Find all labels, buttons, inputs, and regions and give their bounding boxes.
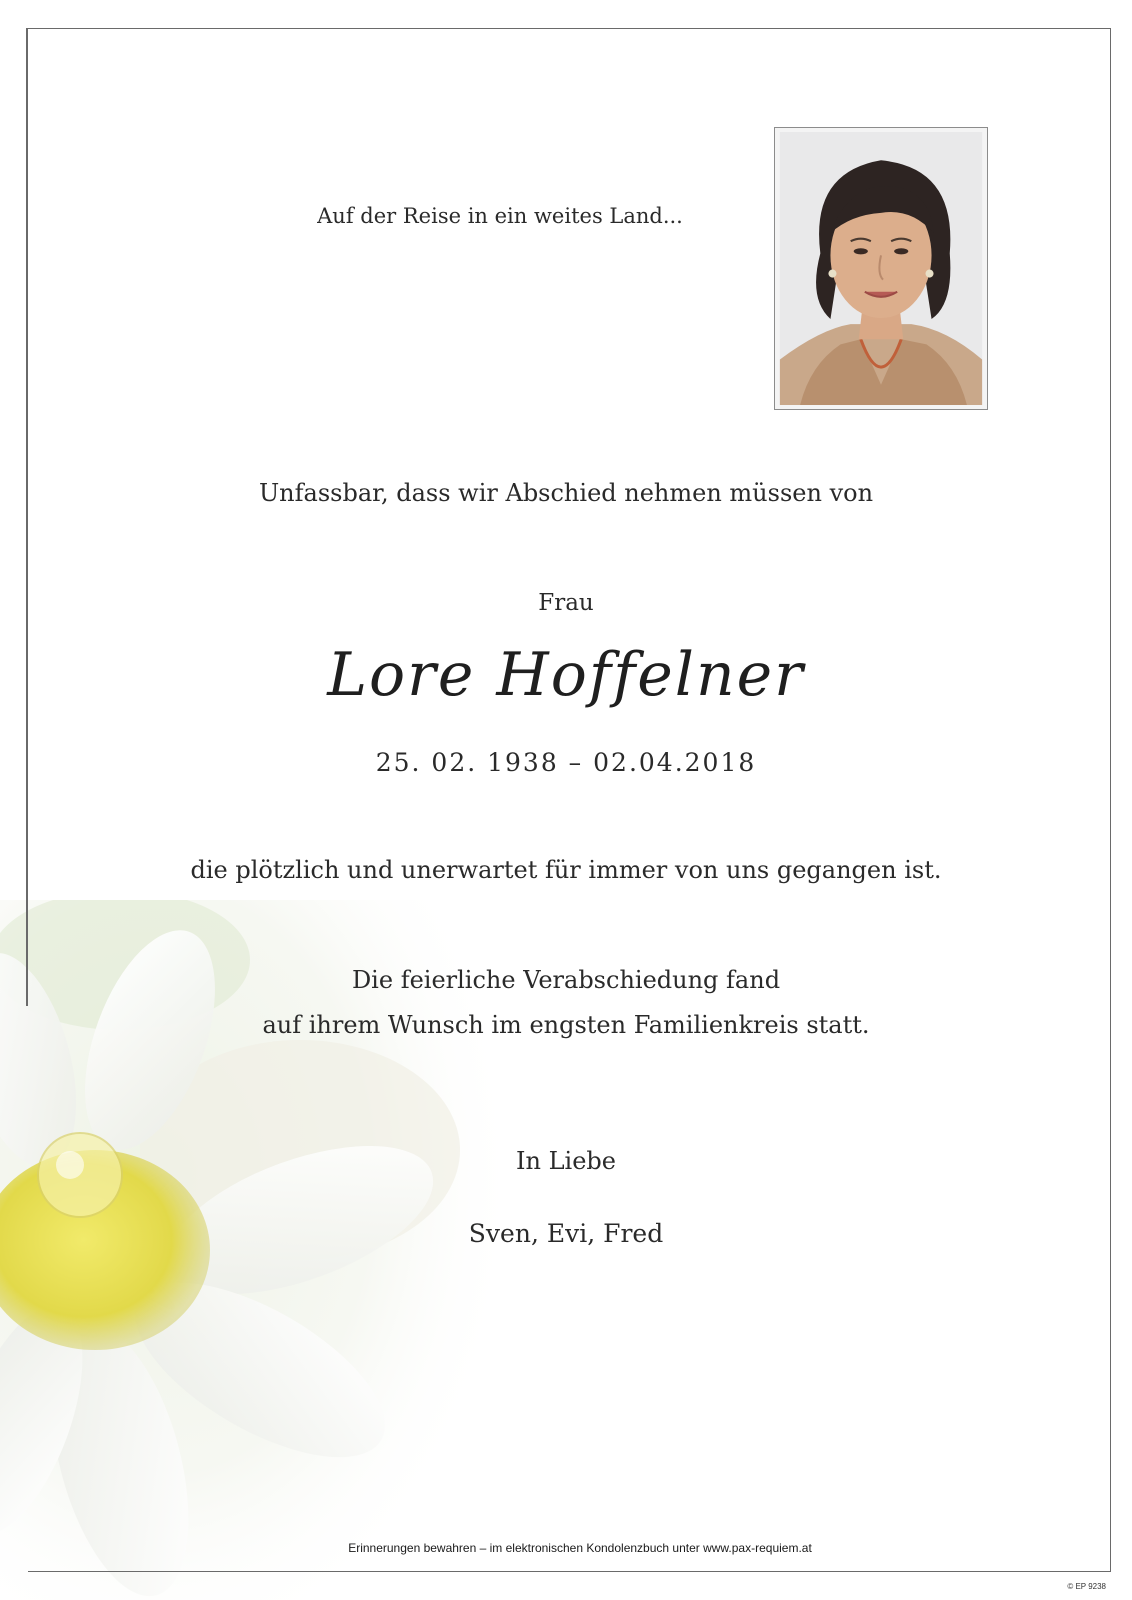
- ceremony-line-1: Die feierliche Verabschiedung fand: [351, 966, 781, 994]
- signatories: Sven, Evi, Fred: [468, 1219, 664, 1248]
- intro-line: Unfassbar, dass wir Abschied nehmen müssen von: [258, 479, 874, 507]
- portrait-photo: [774, 127, 988, 410]
- page-border-left: [26, 28, 28, 1006]
- footer-note: Erinnerungen bewahren – im elektronischen Kondolenzbuch unter www.pax-requiem.at: [348, 1541, 812, 1555]
- ceremony-line-2: auf ihrem Wunsch im engsten Familienkreis statt.: [262, 1011, 870, 1039]
- print-code: © EP 9238: [1067, 1582, 1106, 1591]
- life-dates: 25. 02. 1938 – 02.04.2018: [375, 748, 757, 777]
- passing-line: die plötzlich und unerwartet für immer von uns gegangen ist.: [190, 856, 942, 884]
- salutation: Frau: [538, 590, 594, 616]
- portrait-image: [779, 132, 983, 405]
- motto-text: Auf der Reise in ein weites Land...: [317, 204, 683, 228]
- closing-phrase: In Liebe: [516, 1147, 616, 1175]
- deceased-name: Lore Hoffelner: [327, 640, 805, 710]
